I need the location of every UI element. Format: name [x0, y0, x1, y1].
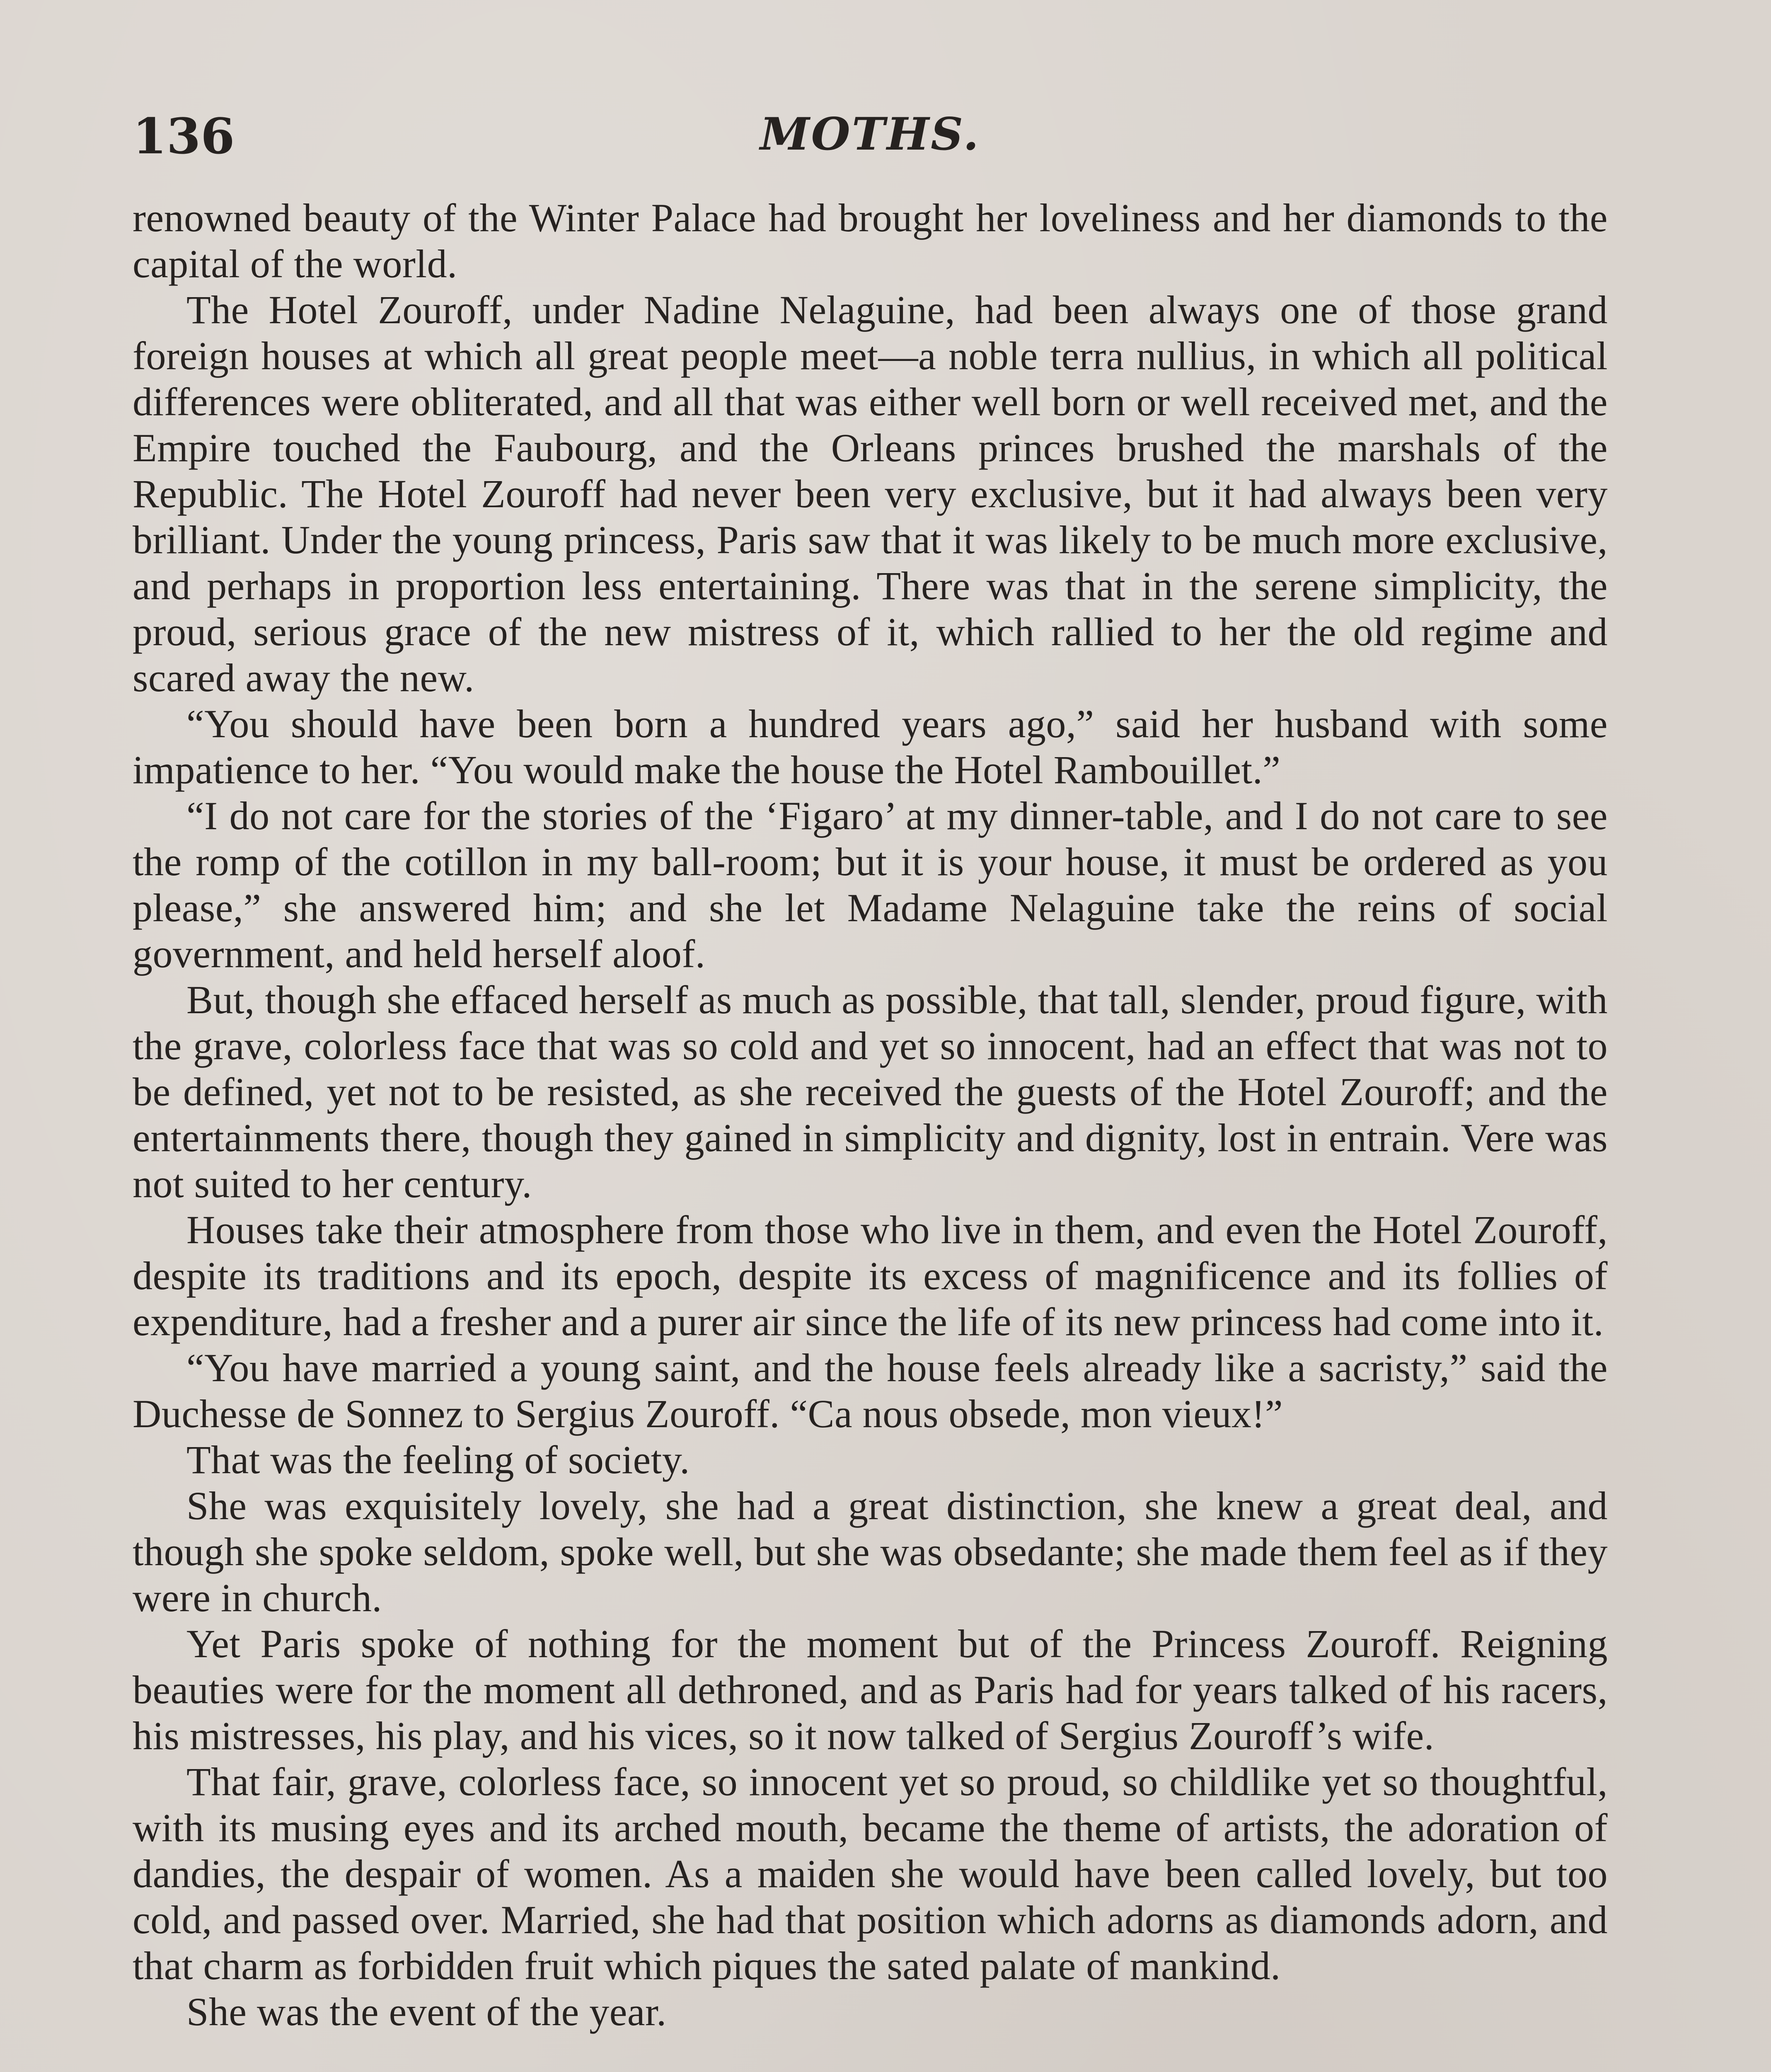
paragraph: That was the feeling of society.: [186, 1438, 690, 1482]
paragraph: Yet Paris spoke of nothing for the moment but of the Princess Zouroff. Reigning beauties were for the moment all dethroned, and as Paris had for years talked of his racers, his mistresses, his play, and his vices, so it now talked of Sergius Zouroff’s wife.: [133, 1622, 1608, 1758]
paragraph: “I do not care for the stories of the ‘Figaro’ at my dinner-table, and I do not care to see the romp of the cotillon in my ball-room; but it is your house, it must be ordered as you please,” she answered him; and she let Madame Nelaguine take the reins of social government, and held herself aloof.: [133, 794, 1608, 976]
page-number: 136: [133, 107, 235, 165]
paragraph: She was the event of the year.: [186, 1990, 667, 2034]
page-header: [133, 107, 1608, 178]
paragraph: The Hotel Zouroff, under Nadine Nelaguine, had been always one of those grand foreign houses at which all great people meet—a noble terra nullius, in which all political differences were obliterated, and all that was either well born or well received met, and the Empire touched the Faubourg, and the Orleans princes brushed the marshals of the Republic. The Hotel Zouroff had never been very exclusive, but it had always been very brilliant. Under the young princess, Paris saw that it was likely to be much more exclusive, and perhaps in proportion less entertaining. There was that in the serene simplicity, the proud, serious grace of the new mistress of it, which rallied to her the old regime and scared away the new.: [133, 288, 1608, 700]
paragraph: But, though she effaced herself as much as possible, that tall, slender, proud figure, with the grave, colorless face that was so cold and yet so innocent, had an effect that was not to be defined, yet not to be resisted, as she received the guests of the Hotel Zouroff; and the entertainments there, though they gained in simplicity and dignity, lost in entrain. Vere was not suited to her century.: [133, 978, 1608, 1206]
paragraph: renowned beauty of the Winter Palace had brought her loveliness and her diamonds to the capital of the world.: [133, 196, 1608, 286]
paragraph: “You should have been born a hundred years ago,” said her husband with some impatience to her. “You would make the house the Hotel Rambouillet.”: [133, 702, 1608, 792]
paragraph: She was exquisitely lovely, she had a great distinction, she knew a great deal, and though she spoke seldom, spoke well, but she was obsedante; she made them feel as if they were in church.: [133, 1484, 1608, 1620]
paragraph: That fair, grave, colorless face, so innocent yet so proud, so childlike yet so thoughtful, with its musing eyes and its arched mouth, became the theme of artists, the adoration of dandies, the despair of women. As a maiden she would have been called lovely, but too cold, and passed over. Married, she had that position which adorns as diamonds adorn, and that charm as forbidden fruit which piques the sated palate of mankind.: [133, 1760, 1608, 1988]
paragraph: “You have married a young saint, and the house feels already like a sacristy,” said the Duchesse de Sonnez to Sergius Zouroff. “Ca nous obsede, mon vieux!”: [133, 1346, 1608, 1436]
book-page: [133, 107, 1608, 2072]
paragraph: Houses take their atmosphere from those who live in them, and even the Hotel Zouroff, despite its traditions and its epoch, despite its excess of magnificence and its follies of expenditure, had a fresher and a purer air since the life of its new princess had come into it.: [133, 1208, 1608, 1344]
running-head: MOTHS.: [760, 108, 980, 160]
body-text: [133, 195, 1608, 2035]
